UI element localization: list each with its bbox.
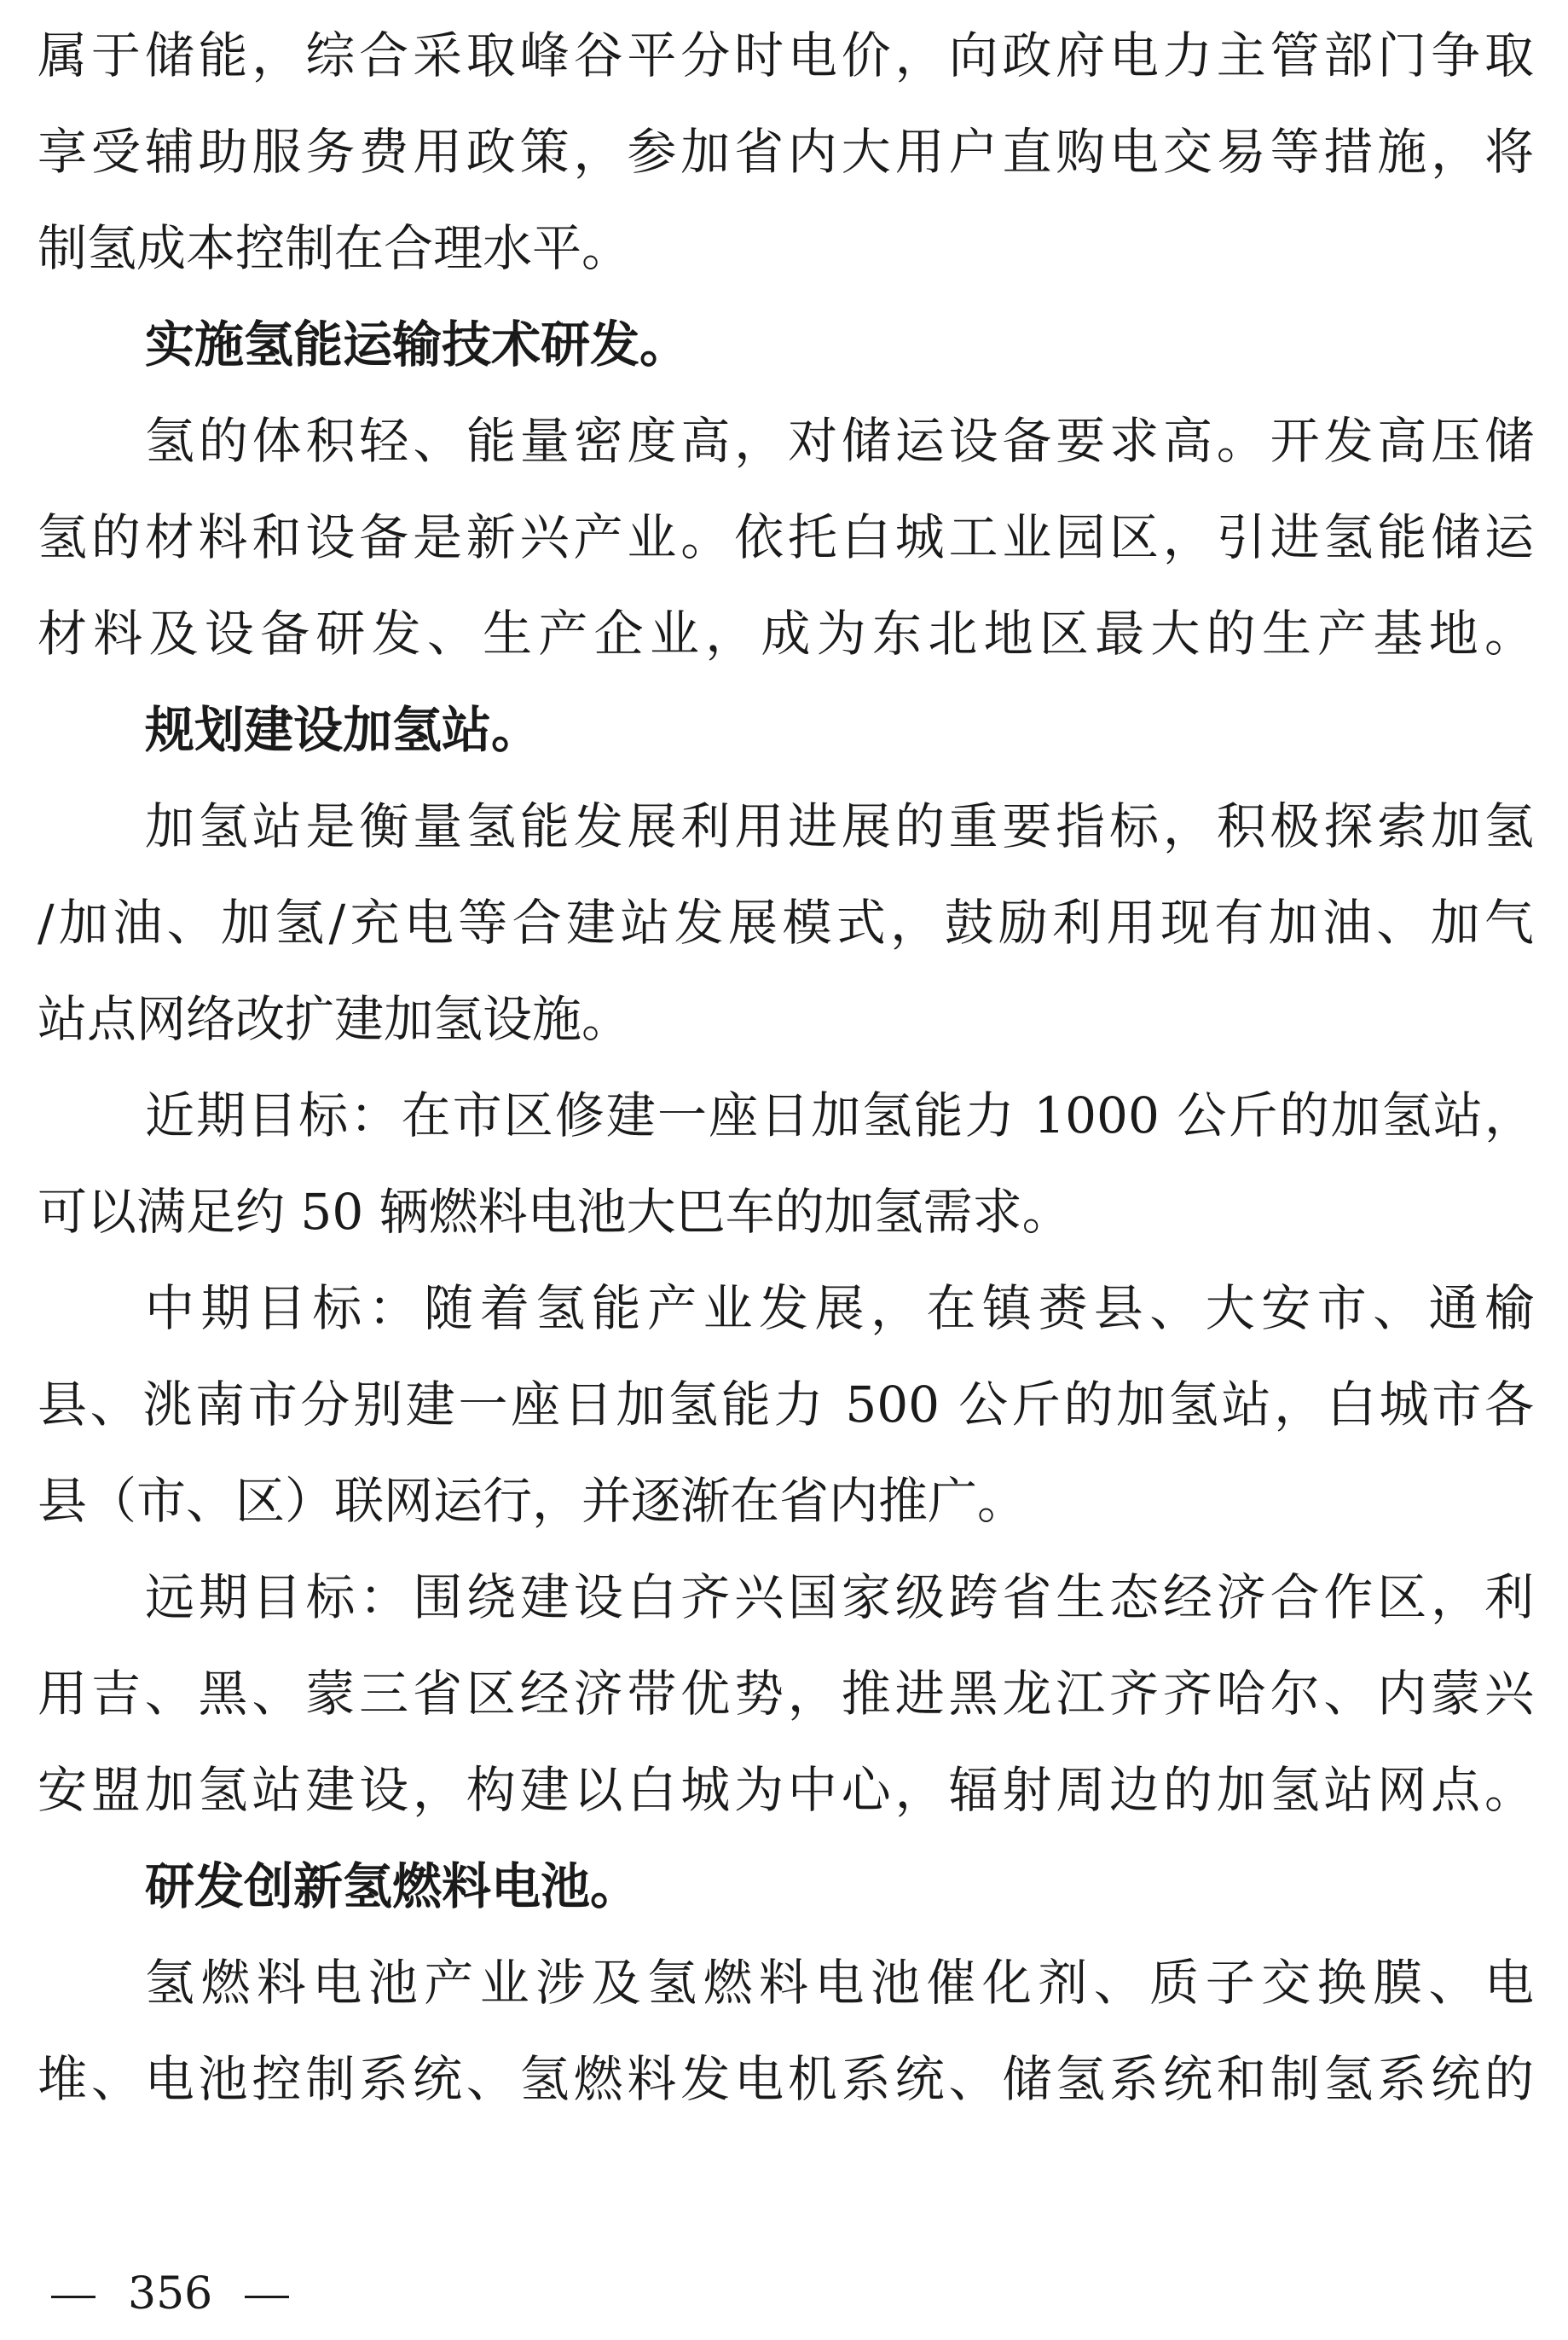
text-line: 氢燃料电池产业涉及氢燃料电池催化剂、质子交换膜、电 [145, 1954, 1534, 2012]
text-line: 氢的体积轻、能量密度高，对储运设备要求高。开发高压储 [145, 412, 1534, 470]
text-line: 远期目标：围绕建设白齐兴国家级跨省生态经济合作区，利 [145, 1568, 1534, 1626]
section-heading: 实施氢能运输技术研发。 [145, 316, 690, 374]
text-line: 安盟加氢站建设，构建以白城为中心，辐射周边的加氢站网点。 [38, 1761, 1534, 1819]
text-line: /加油、加氢/充电等合建站发展模式，鼓励利用现有加油、加气 [38, 894, 1534, 952]
text-line: 属于储能，综合采取峰谷平分时电价，向政府电力主管部门争取 [38, 26, 1534, 84]
text-line: 制氢成本控制在合理水平。 [38, 219, 632, 277]
text-line: 可以满足约 50 辆燃料电池大巴车的加氢需求。 [38, 1183, 1072, 1241]
text-line: 中期目标：随着氢能产业发展，在镇赉县、大安市、通榆 [145, 1279, 1534, 1337]
text-line: 用吉、黑、蒙三省区经济带优势，推进黑龙江齐齐哈尔、内蒙兴 [38, 1665, 1534, 1723]
text-line: 材料及设备研发、生产企业，成为东北地区最大的生产基地。 [38, 605, 1534, 663]
text-line: 站点网络改扩建加氢设施。 [38, 990, 632, 1048]
text-line: 近期目标：在市区修建一座日加氢能力 1000 公斤的加氢站， [145, 1086, 1534, 1144]
text-line: 县、洮南市分别建一座日加氢能力 500 公斤的加氢站，白城市各 [38, 1376, 1534, 1434]
footer-dash-right [245, 2296, 289, 2298]
text-line: 享受辅助服务费用政策，参加省内大用户直购电交易等措施，将 [38, 123, 1534, 181]
text-line: 堆、电池控制系统、氢燃料发电机系统、储氢系统和制氢系统的 [38, 2050, 1534, 2108]
text-line: 加氢站是衡量氢能发展利用进展的重要指标，积极探索加氢 [145, 797, 1534, 855]
section-heading: 研发创新氢燃料电池。 [145, 1857, 640, 1915]
page-footer [51, 2264, 289, 2324]
footer-dash-left [51, 2296, 95, 2298]
text-line: 氢的材料和设备是新兴产业。依托白城工业园区，引进氢能储运 [38, 508, 1534, 566]
page-number: 356 [128, 2268, 213, 2320]
section-heading: 规划建设加氢站。 [145, 701, 541, 759]
text-line: 县（市、区）联网运行，并逐渐在省内推广。 [38, 1472, 1027, 1530]
